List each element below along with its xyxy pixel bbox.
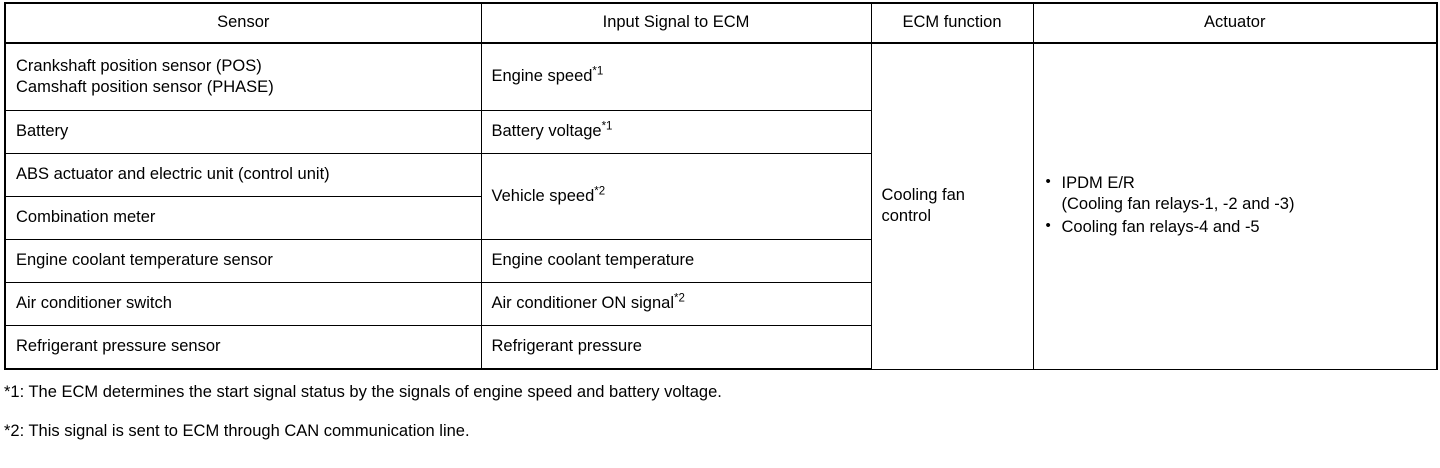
sensor-line: Refrigerant pressure sensor	[16, 337, 221, 356]
signal-cell	[481, 111, 871, 154]
sensor-line: Battery	[16, 122, 69, 141]
actuator-sublabel: (Cooling fan relays-1, -2 and -3)	[1061, 194, 1295, 213]
document-page	[0, 2, 1440, 468]
sensor-line: Combination meter	[16, 208, 156, 227]
sensor-cell	[5, 111, 481, 154]
list-item	[1044, 217, 1427, 238]
ecm-function-cell	[871, 43, 1033, 369]
sensor-line: Engine coolant temperature sensor	[16, 251, 273, 270]
actuator-label: Cooling fan relays-4 and -5	[1061, 217, 1260, 236]
footnote-2: *2: This signal is sent to ECM through CAN communication line.	[4, 422, 470, 440]
sensor-cell	[5, 240, 481, 283]
footnote-1: *1: The ECM determines the start signal status by the signals of engine speed and battery voltage.	[4, 383, 722, 401]
signal-cell	[481, 43, 871, 111]
sensor-cell	[5, 283, 481, 326]
ecm-function-line: control	[881, 207, 932, 226]
table-row	[5, 43, 1437, 111]
table-header-row	[5, 3, 1437, 43]
sensor-cell	[5, 154, 481, 197]
column-header-input-signal: Input Signal to ECM	[481, 3, 871, 43]
footnotes	[4, 383, 1440, 441]
sensor-line: ABS actuator and electric unit (control unit)	[16, 165, 330, 184]
signal-label: Refrigerant pressure	[491, 337, 642, 356]
signal-label: Air conditioner ON signal	[491, 294, 674, 313]
ecm-function-line: Cooling fan	[881, 186, 965, 205]
footnote-marker: *1	[592, 65, 604, 78]
list-item	[1044, 173, 1427, 215]
column-header-actuator: Actuator	[1033, 3, 1437, 43]
signal-label: Engine speed	[491, 67, 593, 86]
sensor-cell	[5, 197, 481, 240]
sensor-line: Air conditioner switch	[16, 294, 172, 313]
signal-label: Battery voltage	[491, 122, 602, 141]
signal-cell	[481, 154, 871, 240]
bullet-icon: •	[1045, 216, 1051, 234]
footnote-marker: *2	[674, 292, 685, 305]
sensor-line: Camshaft position sensor (PHASE)	[16, 78, 274, 96]
actuator-cell	[1033, 43, 1437, 369]
sensor-line: Crankshaft position sensor (POS)	[16, 56, 262, 75]
signal-cell	[481, 240, 871, 283]
footnote-marker: *2	[594, 185, 606, 198]
footnote-marker: *1	[601, 120, 613, 133]
signal-cell	[481, 326, 871, 370]
ecm-cooling-fan-table	[4, 2, 1438, 370]
column-header-sensor: Sensor	[5, 3, 481, 43]
sensor-cell	[5, 43, 481, 111]
signal-cell	[481, 283, 871, 326]
sensor-cell	[5, 326, 481, 370]
signal-label: Vehicle speed	[491, 186, 595, 205]
actuator-label: IPDM E/R	[1061, 173, 1135, 192]
bullet-icon: •	[1045, 172, 1051, 190]
signal-label: Engine coolant temperature	[491, 251, 695, 270]
column-header-ecm-function: ECM function	[871, 3, 1033, 43]
actuator-list	[1044, 173, 1427, 238]
